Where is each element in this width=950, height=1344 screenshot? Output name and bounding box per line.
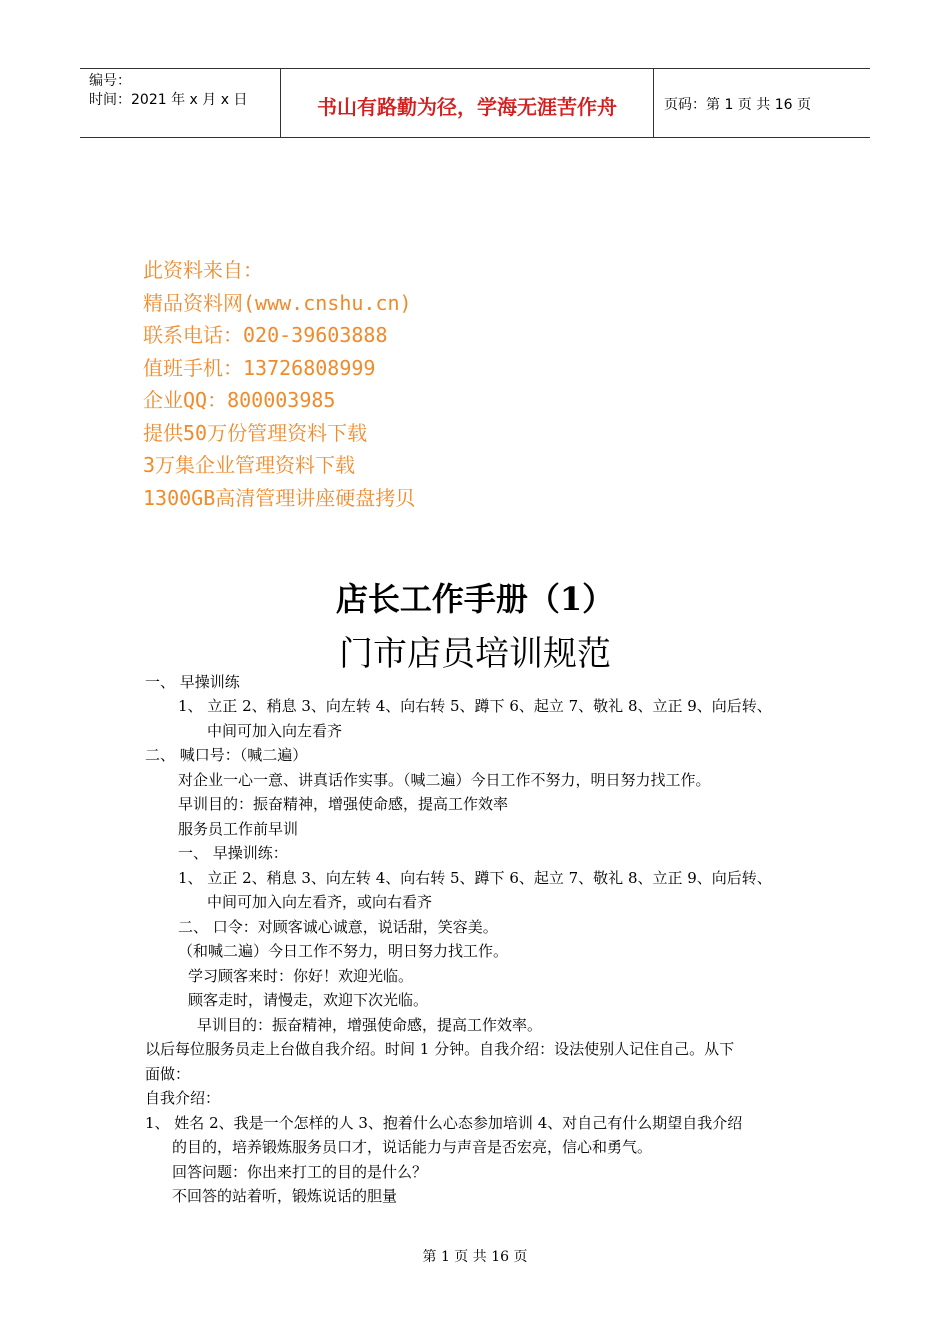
body-line: 二、 口令：对顾客诚心诚意，说话甜，笑容美。 [178,918,498,936]
document-subtitle: 门市店员培训规范 [339,634,611,674]
body-line: 1、 姓名 2、我是一个怎样的人 3、抱着什么心态参加培训 4、对自己有什么期望自我介绍 [145,1114,743,1132]
promo-line: 1300GB高清管理讲座硬盘拷贝 [143,485,416,510]
promo-line: 精品资料网(www.cnshu.cn) [143,290,412,315]
header-time-label: 时间：2021 年 x 月 x 日 [89,92,248,108]
body-line: 1、 立正 2、稍息 3、向左转 4、向右转 5、蹲下 6、起立 7、敬礼 8、立正 9、向后转、 [178,697,772,715]
body-line: 早训目的：振奋精神，增强使命感，提高工作效率。 [197,1016,543,1034]
promo-line: 3万集企业管理资料下载 [143,453,356,477]
body-line: 对企业一心一意、讲真话作实事。（喊二遍）今日工作不努力，明日努力找工作。 [178,771,711,789]
promo-line: 联系电话：020-39603888 [143,323,388,347]
body-line: （和喊二遍）今日工作不努力，明日努力找工作。 [178,942,509,960]
body-line: 的目的，培养锻炼服务员口才，说话能力与声音是否宏亮，信心和勇气。 [172,1138,653,1156]
header-page-info: 页码：第 1 页 共 16 页 [664,97,811,113]
header-number-label: 编号： [89,73,131,89]
promo-line: 值班手机：13726808999 [143,355,376,380]
body-line: 以后每位服务员走上台做自我介绍。时间 1 分钟。自我介绍：设法使别人记住自己。从下 [145,1040,735,1058]
header-page-cell [654,69,870,137]
body-line: 面做： [145,1065,191,1083]
page-header [80,68,870,138]
document-title: 店长工作手册（1） [335,580,615,618]
page-footer: 第 1 页 共 16 页 [422,1249,528,1265]
body-line: 二、 喊口号：（喊二遍） [145,746,308,764]
body-line: 一、 早操训练： [178,844,288,862]
promo-line: 此资料来自： [143,258,263,282]
promo-block [143,254,415,514]
body-line: 不回答的站着听，锻炼说话的胆量 [172,1187,398,1205]
body-line: 回答问题：你出来打工的目的是什么？ [172,1163,428,1181]
body-line: 1、 立正 2、稍息 3、向左转 4、向右转 5、蹲下 6、起立 7、敬礼 8、立正 9、向后转、 [178,869,772,887]
header-motto-cell [280,69,654,137]
header-motto: 书山有路勤为径，学海无涯苦作舟 [317,95,617,119]
body-line: 中间可加入向左看齐 [207,722,343,740]
promo-line: 提供50万份管理资料下载 [143,420,368,445]
body-line: 顾客走时，请慢走，欢迎下次光临。 [188,991,429,1009]
body-line: 一、 早操训练 [145,673,240,691]
body-line: 早训目的：振奋精神，增强使命感，提高工作效率 [178,795,509,813]
header-meta-cell [80,69,280,137]
promo-line: 企业QQ：800003985 [143,388,336,412]
body-line: 中间可加入向左看齐，或向右看齐 [207,893,433,911]
body-line: 学习顾客来时：你好！欢迎光临。 [188,967,414,985]
body-line: 服务员工作前早训 [178,820,299,838]
body-line: 自我介绍： [145,1089,221,1107]
